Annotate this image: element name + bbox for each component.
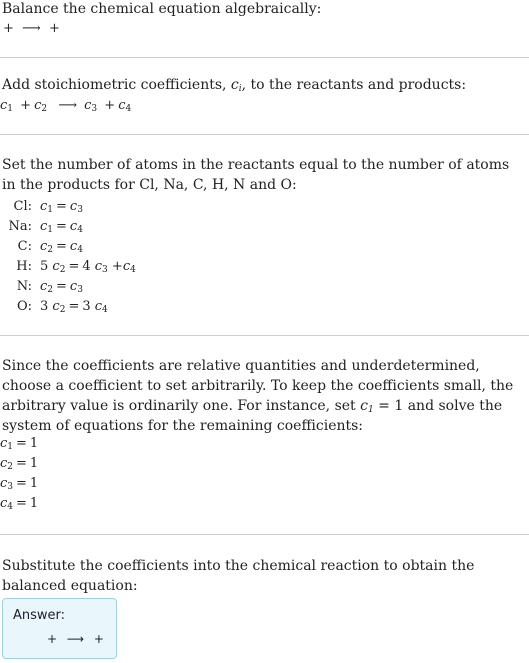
coef-sub: 4 xyxy=(7,502,14,512)
section5-intro: Substitute the coefficients into the chemical reaction to obtain the balanced equation: xyxy=(2,558,475,594)
atom-balance-equations xyxy=(2,196,136,316)
coef-number: 5 xyxy=(40,258,49,274)
coef-var: c xyxy=(0,456,8,471)
coefficient-equation xyxy=(0,97,131,115)
reaction-arrow: ⟶ xyxy=(58,98,77,113)
plus-sign: + xyxy=(47,632,58,646)
intro-text: = 1 xyxy=(373,398,404,414)
section-divider xyxy=(0,134,529,135)
coef-sub: 2 xyxy=(47,244,54,255)
equation xyxy=(40,296,136,316)
element-label: H: xyxy=(16,258,32,274)
coef-value: 1 xyxy=(29,456,39,471)
coef-var: c xyxy=(40,218,48,234)
var-sub: 1 xyxy=(367,405,374,415)
coef-var: c xyxy=(69,238,78,254)
coef-var: c xyxy=(40,198,48,214)
element-label: C: xyxy=(17,238,32,254)
coef-sub: 3 xyxy=(91,104,98,114)
element-label: N: xyxy=(16,278,32,294)
var-c: c xyxy=(360,398,368,414)
coef-sub: 3 xyxy=(102,264,108,275)
equation-row xyxy=(2,296,136,316)
solution-line xyxy=(0,455,38,473)
coef-value: 1 xyxy=(29,476,39,491)
equals-sign: = xyxy=(16,476,27,491)
coef-sub: 1 xyxy=(47,204,54,215)
element-label: O: xyxy=(16,298,32,314)
coef-sub: 1 xyxy=(47,224,54,235)
coef-number: 3 xyxy=(82,298,91,314)
section4-intro xyxy=(2,356,527,436)
solution-line xyxy=(0,435,38,453)
plus-sign: + xyxy=(20,98,32,113)
coef-sub: 2 xyxy=(7,462,14,472)
section3-intro: Set the number of atoms in the reactants equal to the number of atoms in the products for Cl, Na, C, H, N and O: xyxy=(2,157,510,193)
equation xyxy=(40,196,136,216)
plus-sign: + xyxy=(49,21,60,36)
coef-sub: 4 xyxy=(130,264,136,275)
solution-line xyxy=(0,475,38,493)
plus-sign: + xyxy=(93,632,104,646)
section2-intro xyxy=(2,76,466,94)
coef-sub: 4 xyxy=(125,104,132,114)
coef-var: c xyxy=(40,278,48,294)
intro-text: , to the reactants and products: xyxy=(241,77,467,93)
equals-sign: = xyxy=(56,278,67,294)
equals-sign: = xyxy=(16,436,27,451)
coef-sub: 2 xyxy=(47,284,54,295)
equation xyxy=(40,236,136,256)
coef-var: c xyxy=(0,496,8,511)
coef-var: c xyxy=(0,436,8,451)
equation-row xyxy=(2,216,136,236)
section1-title: Balance the chemical equation algebraically: xyxy=(2,1,322,17)
coef-number: 3 xyxy=(40,298,49,314)
coef-sub: 3 xyxy=(77,204,83,215)
equals-sign: = xyxy=(68,298,80,314)
answer-equation xyxy=(47,632,104,646)
coef-sub: 4 xyxy=(77,224,83,235)
coef-var: c xyxy=(40,238,48,254)
equation xyxy=(40,276,136,296)
answer-label: Answer: xyxy=(13,608,66,623)
answer-box xyxy=(2,598,117,659)
reaction-arrow: ⟶ xyxy=(66,632,85,646)
equals-sign: = xyxy=(16,456,27,471)
element-label: Na: xyxy=(8,218,32,234)
coef-sub: 2 xyxy=(59,264,66,275)
equals-sign: = xyxy=(16,496,27,511)
coef-sub: 4 xyxy=(102,304,108,315)
coef-c4: c xyxy=(118,98,126,113)
coef-sub: 3 xyxy=(7,482,14,492)
equals-sign: = xyxy=(56,198,67,214)
intro-text: and solve the system of equations for the remaining coefficients: xyxy=(2,398,503,434)
equation-row xyxy=(2,236,136,256)
plus-sign: + xyxy=(104,98,116,113)
equation xyxy=(40,216,136,236)
coef-number: 4 xyxy=(82,258,91,274)
intro-text: Add stoichiometric coefficients, xyxy=(2,77,231,93)
intro-text: Since the coefficients are relative quantities and underdetermined, choose a coefficient to set arbitrarily. To keep the coefficients small, the arbitrary value is ordinarily one. For instance, set xyxy=(2,358,514,414)
coef-sub: 3 xyxy=(77,284,83,295)
plus-sign: + xyxy=(3,21,14,36)
coef-var: c xyxy=(52,258,60,274)
coef-var: c xyxy=(122,258,131,274)
coef-var: c xyxy=(69,198,78,214)
coef-var: c xyxy=(69,218,78,234)
element-label: Cl: xyxy=(13,198,32,214)
section-divider xyxy=(0,534,529,535)
equals-sign: = xyxy=(56,238,67,254)
coef-sub: 1 xyxy=(7,104,14,114)
section-divider xyxy=(0,335,529,336)
coef-var: c xyxy=(52,298,60,314)
coef-sub: 4 xyxy=(77,244,83,255)
var-c: c xyxy=(230,77,239,93)
coef-value: 1 xyxy=(29,496,39,511)
equals-sign: = xyxy=(68,258,80,274)
coef-c2: c xyxy=(34,98,42,113)
coef-c3: c xyxy=(84,98,92,113)
coef-var: c xyxy=(94,298,103,314)
coef-var: c xyxy=(0,476,8,491)
equation-row xyxy=(2,196,136,216)
section-divider xyxy=(0,57,529,58)
equation-row xyxy=(2,256,136,276)
coef-var: c xyxy=(94,258,103,274)
plus-sign: + xyxy=(111,258,123,274)
coef-sub: 2 xyxy=(59,304,66,315)
var-sub: i xyxy=(238,84,242,94)
coef-sub: 1 xyxy=(7,442,14,452)
equals-sign: = xyxy=(56,218,67,234)
coef-var: c xyxy=(69,278,78,294)
reaction-arrow: ⟶ xyxy=(22,21,41,36)
coef-c1: c xyxy=(0,98,8,113)
equation-row xyxy=(2,276,136,296)
coef-value: 1 xyxy=(29,436,39,451)
solution-line xyxy=(0,495,38,513)
equation xyxy=(40,256,136,276)
coef-sub: 2 xyxy=(41,104,48,114)
